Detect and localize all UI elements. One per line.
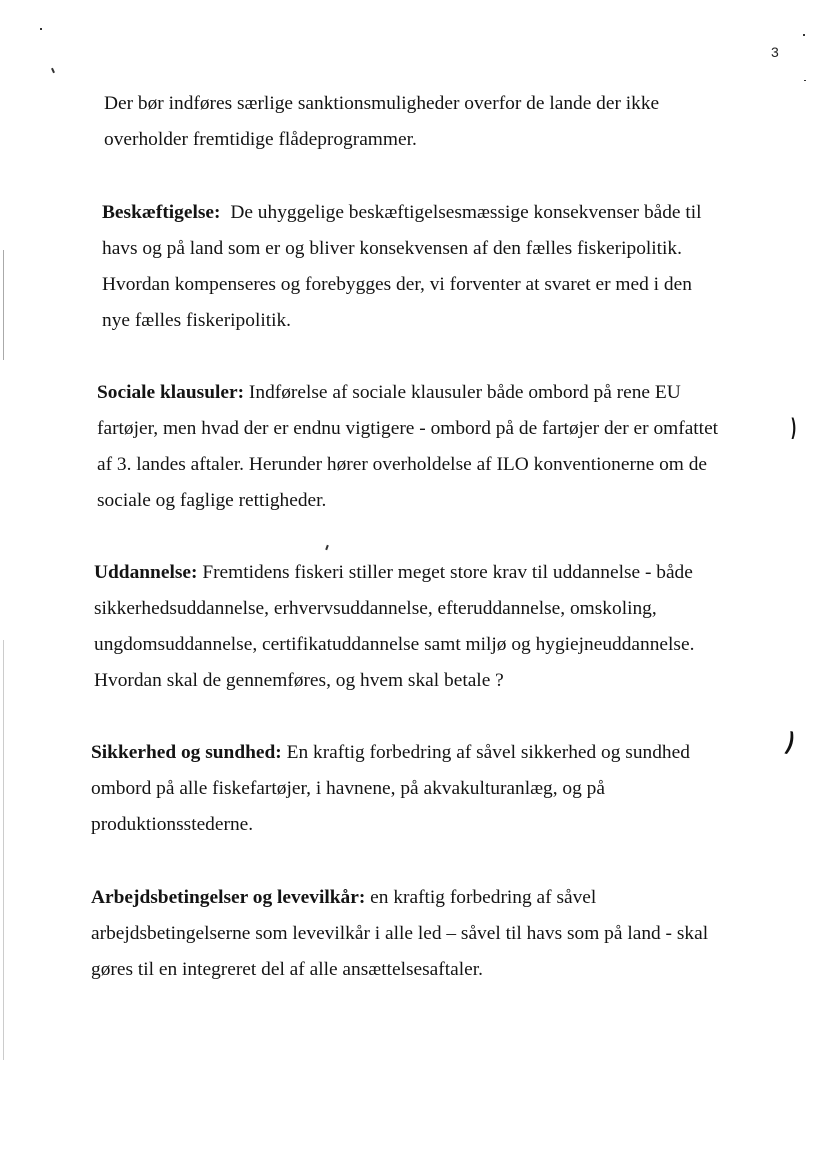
paragraph-line: [97, 375, 718, 411]
punch-hole-mark-icon: ): [790, 414, 797, 442]
paragraph-flaadeprogrammer: [104, 86, 659, 158]
paragraph-line: ungdomsuddannelse, certifikatuddannelse samt miljø og hygiejneuddannelse.: [94, 634, 695, 655]
scan-speck: [51, 68, 55, 73]
paragraph-line: [91, 735, 690, 771]
paragraph-line: gøres til en integreret del af alle ansættelsesaftaler.: [91, 959, 483, 980]
scan-edge-line: [3, 250, 4, 360]
scan-edge-line: [3, 640, 4, 1060]
section-heading: Uddannelse:: [94, 562, 198, 583]
paragraph-sikkerhed-og-sundhed: [91, 735, 690, 843]
paragraph-line: Hvordan skal de gennemføres, og hvem skal betale ?: [94, 670, 504, 691]
paragraph-line: sociale og faglige rettigheder.: [97, 490, 327, 511]
paragraph-line: havs og på land som er og bliver konsekvensen af den fælles fiskeripolitik.: [102, 238, 682, 259]
paragraph-sociale-klausuler: [97, 375, 718, 519]
paragraph-line: Hvordan kompenseres og forebygges der, vi forventer at svaret er med i den: [102, 274, 692, 295]
page-number: 3: [771, 44, 779, 60]
paragraph-line: overholder fremtidige flådeprogrammer.: [104, 129, 417, 150]
scan-speck: [40, 28, 42, 30]
paragraph-arbejdsbetingelser: [91, 880, 708, 988]
paragraph-text: De uhyggelige beskæftigelsesmæssige konsekvenser både til: [230, 202, 702, 223]
paragraph-line: [94, 555, 694, 591]
scan-speck: [803, 34, 805, 36]
paragraph-line: produktionsstederne.: [91, 814, 254, 835]
paragraph-line: sikkerhedsuddannelse, erhvervsuddannelse, efteruddannelse, omskoling,: [94, 598, 657, 619]
paragraph-line: fartøjer, men hvad der er endnu vigtigere - ombord på de fartøjer der er omfattet: [97, 418, 719, 439]
paragraph-line: af 3. landes aftaler. Herunder hører overholdelse af ILO konventionerne om de: [97, 454, 708, 475]
scan-speck: [325, 545, 329, 550]
paragraph-line: Der bør indføres særlige sanktionsmuligheder overfor de lande der ikke: [104, 93, 660, 114]
paragraph-line: ombord på alle fiskefartøjer, i havnene, på akvakulturanlæg, og på: [91, 778, 605, 799]
punch-hole-mark-icon: ): [782, 727, 798, 759]
scan-speck: [804, 80, 806, 81]
paragraph-line: [91, 880, 708, 916]
paragraph-line: [102, 195, 702, 231]
paragraph-line: arbejdsbetingelserne som levevilkår i alle led – såvel til havs som på land - skal: [91, 923, 709, 944]
section-heading: Beskæftigelse:: [102, 202, 221, 223]
section-heading: Sikkerhed og sundhed:: [91, 742, 282, 763]
paragraph-text: Fremtidens fiskeri stiller meget store krav til uddannelse - både: [202, 562, 693, 583]
paragraph-beskaeftigelse: [102, 195, 702, 339]
paragraph-text: en kraftig forbedring af såvel: [370, 887, 597, 908]
paragraph-line: nye fælles fiskeripolitik.: [102, 310, 292, 331]
paragraph-text: En kraftig forbedring af såvel sikkerhed og sundhed: [286, 742, 690, 763]
section-heading: Arbejdsbetingelser og levevilkår:: [91, 887, 366, 908]
paragraph-uddannelse: [94, 555, 694, 699]
paragraph-text: Indførelse af sociale klausuler både ombord på rene EU: [248, 382, 681, 403]
section-heading: Sociale klausuler:: [97, 382, 245, 403]
